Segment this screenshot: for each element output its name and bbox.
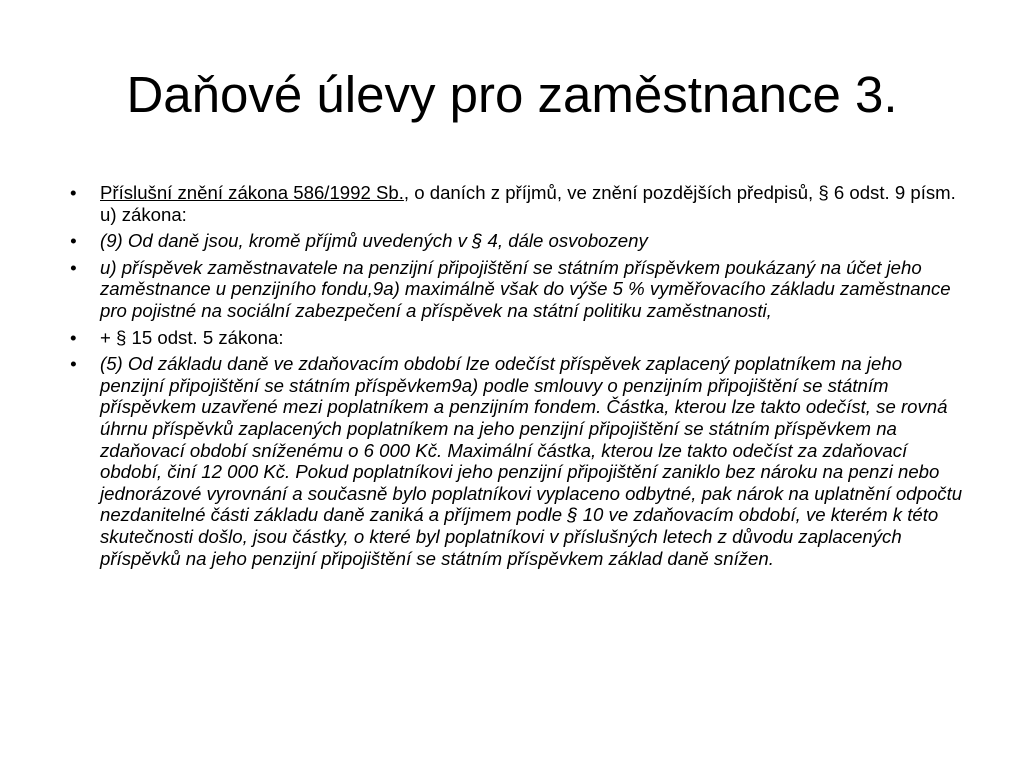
bullet-text: + § 15 odst. 5 zákona:	[100, 326, 284, 348]
bullet-item-paragraph-5	[70, 353, 970, 569]
bullet-text: (9) Od daně jsou, kromě příjmů uvedených v § 4, dále osvobozeny	[100, 230, 648, 252]
bullet-marker: •	[70, 256, 77, 278]
bullet-marker: •	[70, 353, 77, 375]
bullet-text: u) příspěvek zaměstnavatele na penzijní připojištění se státním příspěvkem poukázaný na účet jeho zaměstnance u penzijního fondu,9a) maximálně však do výše 5 % vyměřovacího základu zaměstnance pro pojistné na sociální zabezpečení a příspěvek na státní politiku zaměstnanosti,	[100, 256, 951, 321]
bullet-marker: •	[70, 326, 77, 348]
bullet-list	[70, 182, 970, 574]
bullet-item-letter-u	[70, 257, 970, 322]
bullet-marker: •	[70, 182, 77, 203]
bullet-item-section-15	[70, 327, 970, 349]
law-link[interactable]: Příslušní znění zákona 586/1992 Sb.	[100, 182, 404, 203]
slide-title: Daňové úlevy pro zaměstnance 3.	[126, 66, 898, 123]
bullet-text: (5) Od základu daně ve zdaňovacím období lze odečíst příspěvek zaplacený poplatníkem na jeho penzijní připojištění se státním příspěvkem9a) podle smlouvy o penzijním připojištění se státním příspěvkem uzavřené mezi poplatníkem a penzijním fondem. Částka, kterou lze takto odečíst, se rovná úhrnu příspěvků zaplacených poplatníkem na jeho penzijní připojištění se státním příspěvkem na zdaňovací období sníženému o 6 000 Kč. Maximální částka, kterou lze takto odečíst za zdaňovací období, činí 12 000 Kč. Pokud poplatníkovi jeho penzijní připojištění zaniklo bez nároku na penzi nebo jednorázové vyrovnání a současně bylo poplatníkovi vyplaceno odbytné, pak nárok na uplatnění odpočtu nezdanitelné části základu daně zaniká a příjmem podle § 10 ve zdaňovacím období, ve kterém k této skutečnosti došlo, jsou částky, o které byl poplatníkovi v příslušných letech z důvodu zaplacených příspěvků na jeho penzijní připojištění se státním příspěvkem základ daně snížen.	[100, 353, 963, 569]
bullet-item-law-reference	[70, 182, 970, 225]
bullet-item-paragraph-9	[70, 230, 970, 252]
bullet-text: , o daních z příjmů, ve znění pozdějších předpisů, § 6 odst. 9 písm. u) zákona:	[100, 182, 956, 225]
bullet-marker: •	[70, 230, 77, 252]
